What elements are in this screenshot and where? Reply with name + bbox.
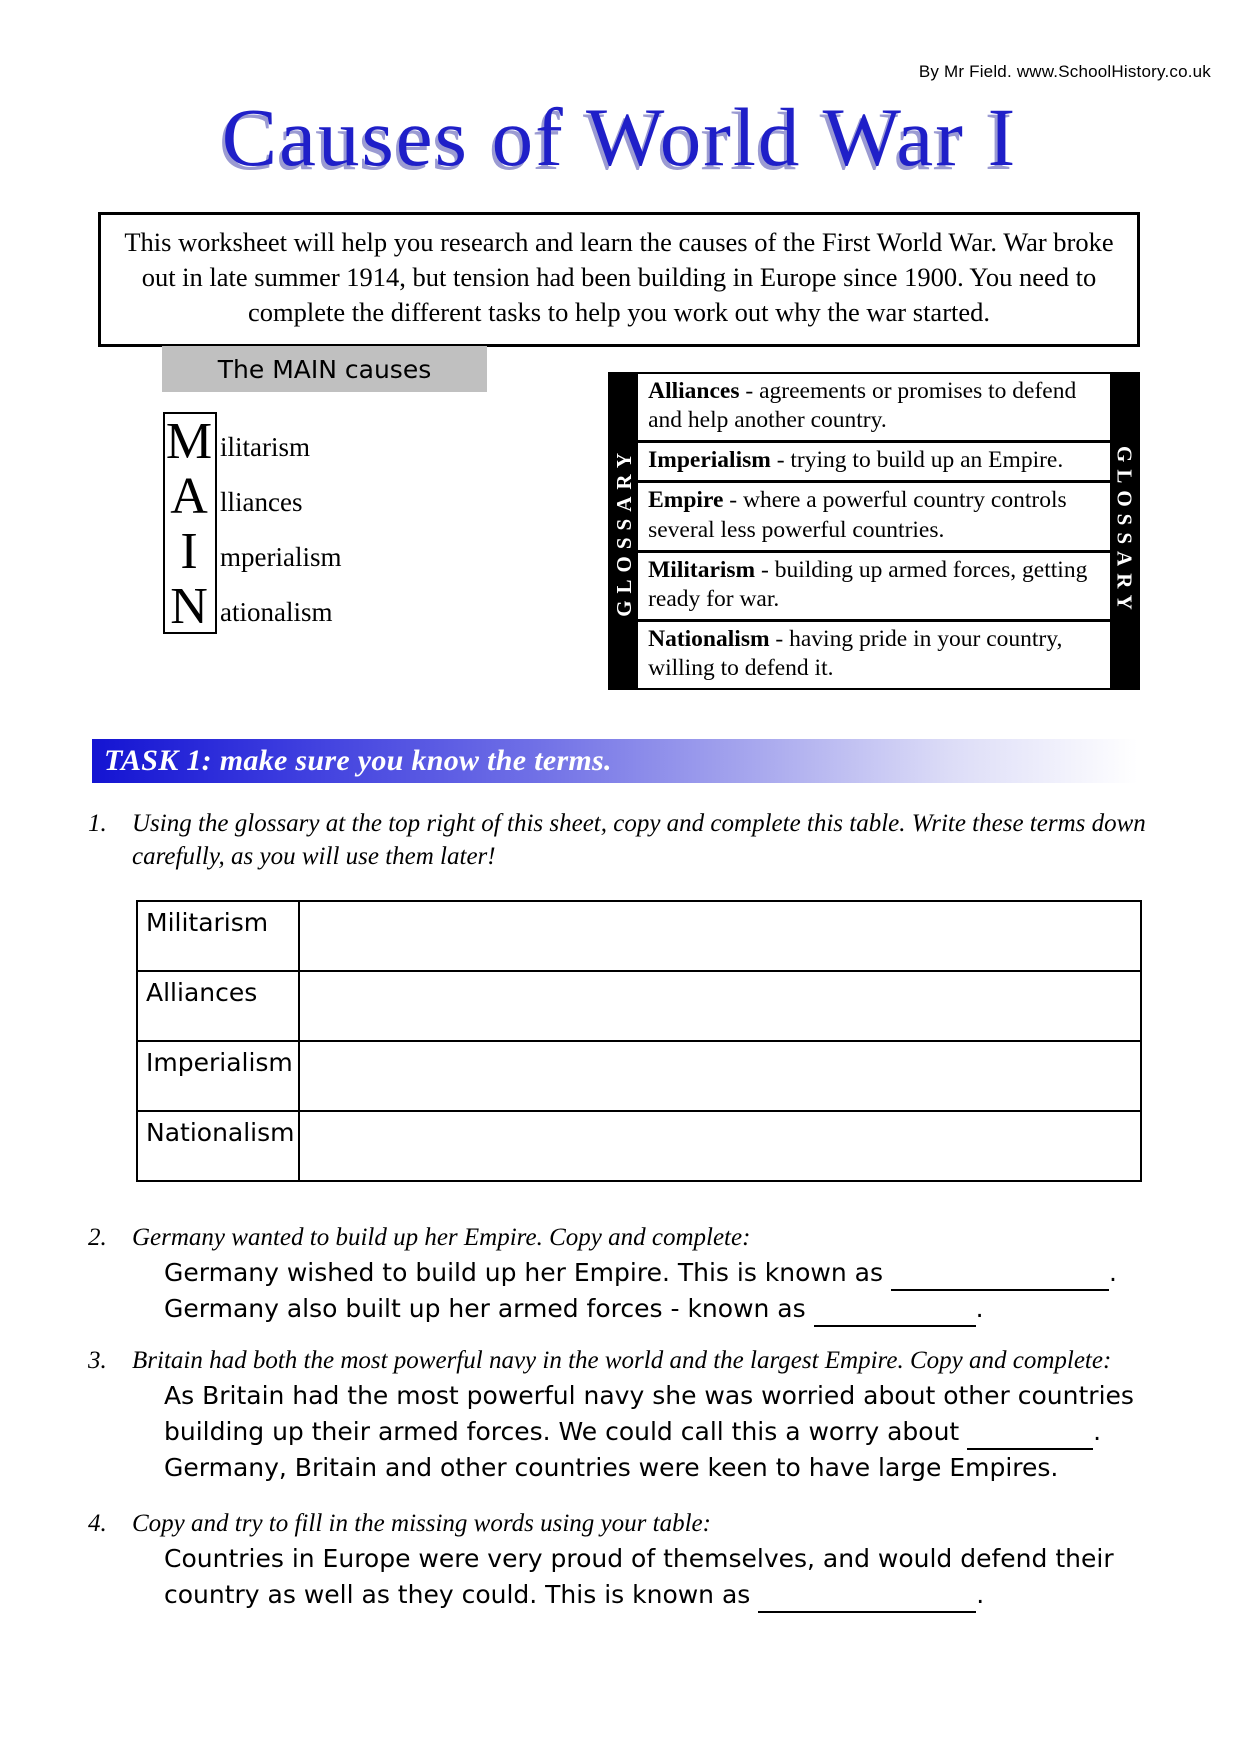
- table-cell-answer[interactable]: [299, 1041, 1141, 1111]
- question-3-answer-line-3: Germany, Britain and other countries were keen to have large Empires.: [164, 1453, 1059, 1482]
- table-cell-term: Alliances: [137, 971, 299, 1041]
- glossary-entry: [638, 443, 1110, 480]
- question-1: [88, 808, 1148, 873]
- answer-text-before: country as well as they could. This is known as: [164, 1579, 759, 1609]
- glossary-entry: [638, 374, 1110, 440]
- question-4-answer-line-2: [88, 1577, 1148, 1613]
- page-title: Causes of World War I: [221, 91, 1018, 183]
- question-2-line: [88, 1222, 1148, 1255]
- question-3-number: 3.: [88, 1347, 107, 1374]
- table-row: [137, 1041, 1141, 1111]
- byline: By Mr Field. www.SchoolHistory.co.uk: [918, 62, 1211, 81]
- intro-box: This worksheet will help you research and learn the causes of the First World War. War broke out in late summer 1914, but tension had been building in Europe since 1900. You need to complete the different tasks to help you work out why the war started.: [98, 212, 1140, 347]
- glossary-bar-right-label: GLOSSARY: [1112, 445, 1137, 617]
- terms-table: [136, 900, 1142, 1182]
- question-4-number: 4.: [88, 1510, 107, 1537]
- glossary-definition: - building up armed forces, getting ready for war.: [648, 556, 1088, 612]
- question-4-line: [88, 1508, 1148, 1541]
- fill-in-blank[interactable]: [814, 1325, 976, 1327]
- question-2-answer-line-1: [88, 1255, 1148, 1291]
- table-cell-term: Nationalism: [137, 1111, 299, 1181]
- question-1-number: 1.: [88, 810, 107, 837]
- answer-text-after: .: [1108, 1257, 1117, 1287]
- question-2: [88, 1222, 1148, 1327]
- glossary-entry-list: [638, 374, 1110, 688]
- acrostic-word: ilitarism: [220, 432, 310, 462]
- acrostic-row-nationalism: [163, 577, 483, 636]
- question-3-answer-line-1: As Britain had the most powerful navy she was worried about other countries: [164, 1380, 1134, 1410]
- answer-text-after: .: [975, 1293, 984, 1323]
- acrostic-word: ationalism: [220, 597, 333, 627]
- glossary-term: Empire: [648, 487, 724, 514]
- answer-text-before: Germany wished to build up her Empire. This is known as: [164, 1257, 891, 1287]
- acrostic-row-alliances: [163, 467, 483, 526]
- question-2-answer-line-2: [88, 1291, 1148, 1327]
- question-2-number: 2.: [88, 1224, 107, 1251]
- glossary-entry: [638, 553, 1110, 619]
- page-title-wrapper: [0, 91, 1239, 183]
- main-acrostic: [163, 412, 483, 636]
- glossary-term: Imperialism: [648, 447, 771, 474]
- answer-text-before: Germany also built up her armed forces - known as: [164, 1293, 814, 1323]
- acrostic-word: mperialism: [220, 542, 342, 572]
- question-4-answer-line-1: Countries in Europe were very proud of themselves, and would defend their: [164, 1543, 1114, 1573]
- task-1-banner: [92, 738, 1138, 783]
- question-3-answer-line-2: [88, 1414, 1148, 1450]
- glossary-definition: - trying to build up an Empire.: [770, 447, 1064, 474]
- glossary-term: Militarism: [648, 556, 756, 583]
- question-4: [88, 1508, 1148, 1613]
- answer-text-after: .: [1093, 1416, 1102, 1446]
- question-2-prompt: Germany wanted to build up her Empire. Copy and complete:: [132, 1224, 751, 1251]
- table-cell-term: Imperialism: [137, 1041, 299, 1111]
- glossary-bar-left-label: GLOSSARY: [611, 445, 636, 617]
- answer-text-before: building up their armed forces. We could call this a worry about: [164, 1416, 968, 1446]
- acrostic-word: lliances: [220, 487, 303, 517]
- glossary-definition: - agreements or promises to defend and help another country.: [648, 378, 1077, 434]
- question-1-prompt: Using the glossary at the top right of this sheet, copy and complete this table. Write these terms down carefully, as you will use them later!: [132, 810, 1146, 870]
- task-1-label: TASK 1: make sure you know the terms.: [104, 744, 612, 777]
- glossary-bar-left: [610, 374, 638, 688]
- question-4-prompt: Copy and try to fill in the missing words using your table:: [132, 1510, 711, 1537]
- glossary-definition: - having pride in your country, willing to defend it.: [648, 625, 1063, 681]
- acrostic-capital: M: [165, 413, 213, 471]
- acrostic-capital: A: [170, 468, 208, 526]
- acrostic-capital: N: [170, 578, 208, 636]
- fill-in-blank[interactable]: [758, 1611, 976, 1613]
- glossary-entry: [638, 483, 1110, 549]
- table-cell-answer[interactable]: [299, 971, 1141, 1041]
- glossary-entry: [638, 622, 1110, 688]
- acrostic-capital: I: [180, 523, 198, 581]
- glossary-box: [608, 372, 1140, 690]
- glossary-term: Nationalism: [648, 625, 770, 652]
- question-1-line: [88, 808, 1148, 873]
- glossary-bar-right: [1110, 374, 1138, 688]
- main-causes-heading: The MAIN causes: [162, 346, 487, 392]
- question-3: [88, 1345, 1148, 1486]
- table-cell-answer[interactable]: [299, 901, 1141, 971]
- table-row: [137, 1111, 1141, 1181]
- question-3-prompt: Britain had both the most powerful navy in the world and the largest Empire. Copy and complete:: [132, 1347, 1112, 1374]
- table-cell-term: Militarism: [137, 901, 299, 971]
- table-cell-answer[interactable]: [299, 1111, 1141, 1181]
- table-row: [137, 901, 1141, 971]
- glossary-definition: - where a powerful country controls several less powerful countries.: [648, 487, 1067, 543]
- answer-text-after: .: [976, 1579, 985, 1609]
- question-3-line: [88, 1345, 1148, 1378]
- table-row: [137, 971, 1141, 1041]
- acrostic-row-imperialism: [163, 522, 483, 581]
- acrostic-row-militarism: [163, 412, 483, 471]
- glossary-term: Alliances: [648, 378, 740, 404]
